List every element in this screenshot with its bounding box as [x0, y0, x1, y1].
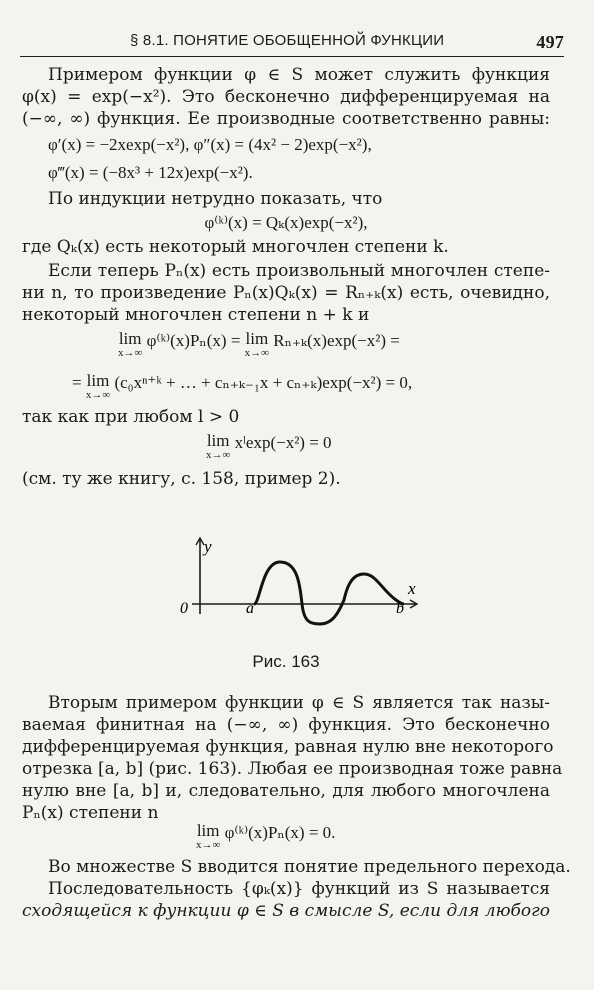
paragraph-line: Во множестве S вводится понятие предельного перехода. [48, 857, 571, 877]
limit-operator: lim x→∞ [196, 821, 221, 851]
paragraph-line: дифференцируемая функция, равная нулю вне некоторого [22, 737, 554, 757]
figure-caption: Рис. 163 [252, 652, 320, 671]
label-a: a [246, 600, 254, 617]
header-title: § 8.1. ПОНЯТИЕ ОБОБЩЕННОЙ ФУНКЦИИ [130, 32, 445, 49]
paragraph-line: сходящейся к функции φ ∈ S в смысле S, если для любого [22, 901, 550, 921]
formula-limit-4: lim x→∞ φ⁽ᵏ⁾(x)Pₙ(x) = 0. [196, 821, 336, 851]
paragraph-line: нулю вне [a, b] и, следовательно, для любого многочлена [22, 781, 550, 801]
paragraph-line: так как при любом l > 0 [22, 407, 240, 427]
figure-163 [172, 530, 432, 630]
paragraph-line: Последовательность {φₖ(x)} функций из S называется [48, 879, 550, 899]
paragraph-line: (см. ту же книгу, с. 158, пример 2). [22, 469, 341, 489]
formula-derivatives-2: φ‴(x) = (−8x³ + 12x)exp(−x²). [48, 163, 253, 182]
paragraph-line: Pₙ(x) степени n [22, 803, 159, 823]
paragraph-line: Если теперь Pₙ(x) есть произвольный многочлен степе- [48, 261, 550, 281]
paragraph-line: По индукции нетрудно показать, что [48, 189, 383, 209]
function-curve [254, 562, 404, 624]
label-y: y [204, 537, 212, 556]
running-header [20, 30, 564, 57]
label-b: b [396, 600, 404, 617]
formula-limit-1: lim x→∞ φ⁽ᵏ⁾(x)Pₙ(x) = lim x→∞ Rₙ₊ₖ(x)exp(−x²) = [118, 329, 400, 359]
paragraph-line: φ(x) = exp(−x²). Это бесконечно дифференцируемая на [22, 87, 550, 107]
paragraph-line: Вторым примером функции φ ∈ S является так назы- [48, 693, 550, 713]
paragraph-line: ни n, то произведение Pₙ(x)Qₖ(x) = Rₙ₊ₖ(x) есть, очевидно, [22, 283, 550, 303]
paragraph-line: отрезка [a, b] (рис. 163). Любая ее производная тоже равна [22, 759, 563, 779]
formula-induction: φ⁽ᵏ⁾(x) = Qₖ(x)exp(−x²), [204, 213, 368, 232]
paragraph-line: ваемая финитная на (−∞, ∞) функция. Это бесконечно [22, 715, 550, 735]
page-number: 497 [536, 32, 564, 52]
label-origin: 0 [180, 600, 188, 617]
formula-limit-2: = lim x→∞ (c₀xⁿ⁺ᵏ + … + cₙ₊ₖ₋₁x + cₙ₊ₖ)exp(−x²) = 0, [72, 371, 413, 401]
paragraph-line: где Qₖ(x) есть некоторый многочлен степени k. [22, 237, 449, 257]
limit-operator: lim x→∞ [244, 329, 270, 359]
label-x: x [408, 579, 416, 598]
limit-operator: lim x→∞ [118, 329, 143, 359]
paragraph-line: некоторый многочлен степени n + k и [22, 305, 370, 325]
limit-operator: lim x→∞ [85, 371, 111, 401]
formula-derivatives-1: φ′(x) = −2xexp(−x²), φ″(x) = (4x² − 2)exp(−x²), [48, 135, 372, 154]
paragraph-line: Примером функции φ ∈ S может служить функция [48, 65, 550, 85]
paragraph-line: (−∞, ∞) функция. Ее производные соответственно равны: [22, 109, 550, 129]
limit-operator: lim x→∞ [206, 431, 231, 461]
formula-limit-3: lim x→∞ xˡexp(−x²) = 0 [206, 431, 332, 461]
